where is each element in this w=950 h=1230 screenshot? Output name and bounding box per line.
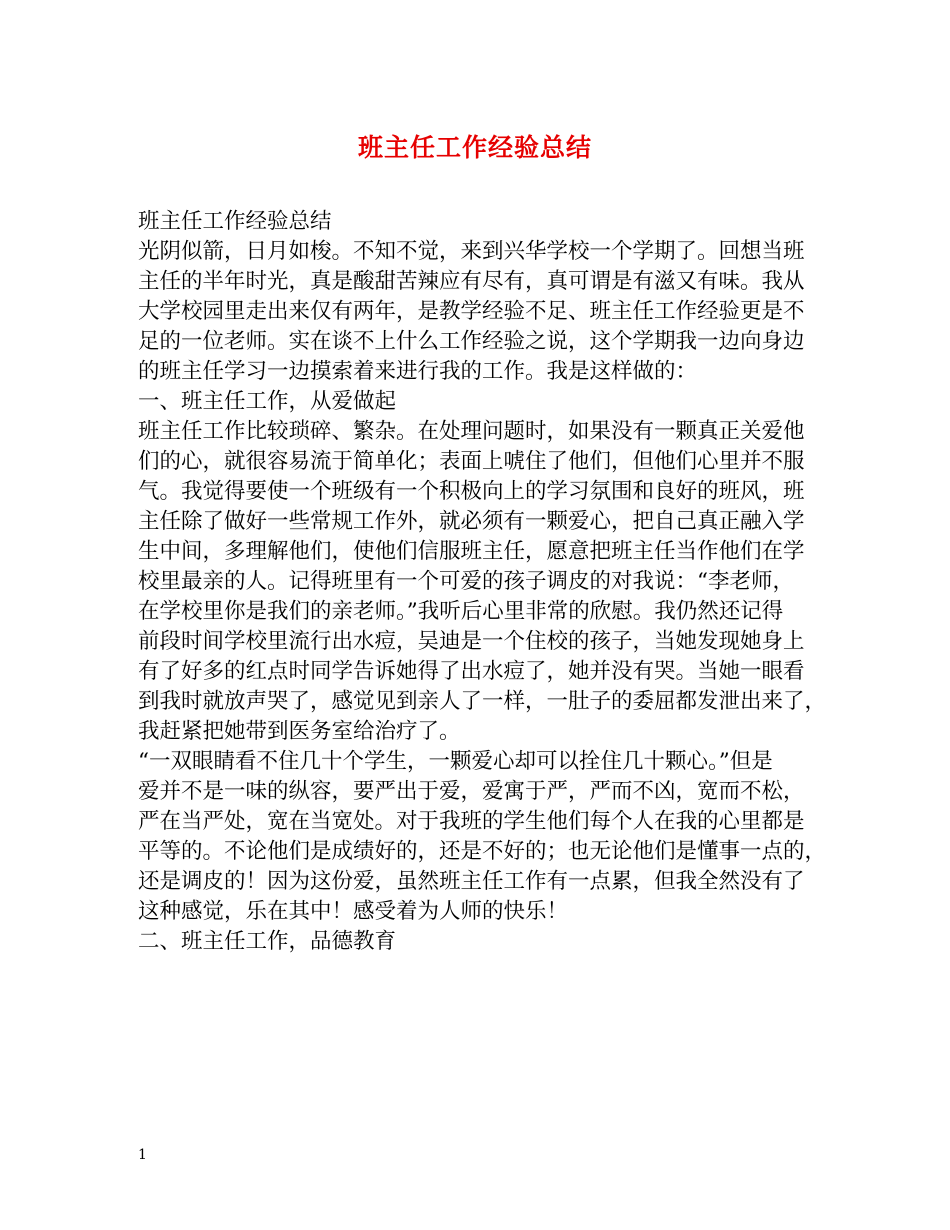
body-line: 班主任工作经验总结 xyxy=(138,209,332,234)
body-line: 有了好多的红点时同学告诉她得了出水痘了，她并没有哭。当她一眼看 xyxy=(138,659,805,684)
body-line: 气。我觉得要使一个班级有一个积极向上的学习氛围和良好的班风，班 xyxy=(138,479,805,504)
body-line: 们的心，就很容易流于简单化；表面上唬住了他们，但他们心里并不服 xyxy=(138,449,805,474)
body-line: 班主任工作比较琐碎、繁杂。在处理问题时，如果没有一颗真正关爱他 xyxy=(138,419,805,444)
body-line: “一双眼睛看不住几十个学生，一颗爱心却可以拴住几十颗心。”但是 xyxy=(138,749,773,774)
body-line: 生中间，多理解他们，使他们信服班主任，愿意把班主任当作他们在学 xyxy=(138,539,805,564)
document-body xyxy=(138,207,828,957)
body-line: 光阴似箭，日月如梭。不知不觉，来到兴华学校一个学期了。回想当班 xyxy=(138,239,805,264)
body-line: 爱并不是一味的纵容，要严出于爱，爱寓于严，严而不凶，宽而不松， xyxy=(138,779,805,804)
body-line: 大学校园里走出来仅有两年，是教学经验不足、班主任工作经验更是不 xyxy=(138,299,805,324)
body-line: 的班主任学习一边摸索着来进行我的工作。我是这样做的： xyxy=(138,359,698,384)
body-line: 在学校里你是我们的亲老师。”我听后心里非常的欣慰。我仍然还记得 xyxy=(138,599,784,624)
body-line: 我赶紧把她带到医务室给治疗了。 xyxy=(138,719,461,744)
body-line: 主任除了做好一些常规工作外，就必须有一颗爱心，把自己真正融入学 xyxy=(138,509,805,534)
body-line: 校里最亲的人。记得班里有一个可爱的孩子调皮的对我说：“李老师， xyxy=(138,569,794,594)
body-line: 到我时就放声哭了，感觉见到亲人了一样，一肚子的委屈都发泄出来了， xyxy=(138,689,827,714)
page-number: 1 xyxy=(138,1147,147,1163)
body-line: 这种感觉，乐在其中！感受着为人师的快乐！ xyxy=(138,899,569,924)
body-line: 主任的半年时光，真是酸甜苦辣应有尽有，真可谓是有滋又有味。我从 xyxy=(138,269,805,294)
body-line: 平等的。不论他们是成绩好的，还是不好的；也无论他们是懂事一点的， xyxy=(138,839,827,864)
document-title: 班主任工作经验总结 xyxy=(357,133,592,162)
body-line: 还是调皮的！因为这份爱，虽然班主任工作有一点累，但我全然没有了 xyxy=(138,869,805,894)
section-heading-2: 二、班主任工作，品德教育 xyxy=(138,929,397,954)
body-line: 足的一位老师。实在谈不上什么工作经验之说，这个学期我一边向身边 xyxy=(138,329,805,354)
body-line: 前段时间学校里流行出水痘，吴迪是一个住校的孩子，当她发现她身上 xyxy=(138,629,805,654)
section-heading-1: 一、班主任工作，从爱做起 xyxy=(138,389,397,414)
body-line: 严在当严处，宽在当宽处。对于我班的学生他们每个人在我的心里都是 xyxy=(138,809,805,834)
